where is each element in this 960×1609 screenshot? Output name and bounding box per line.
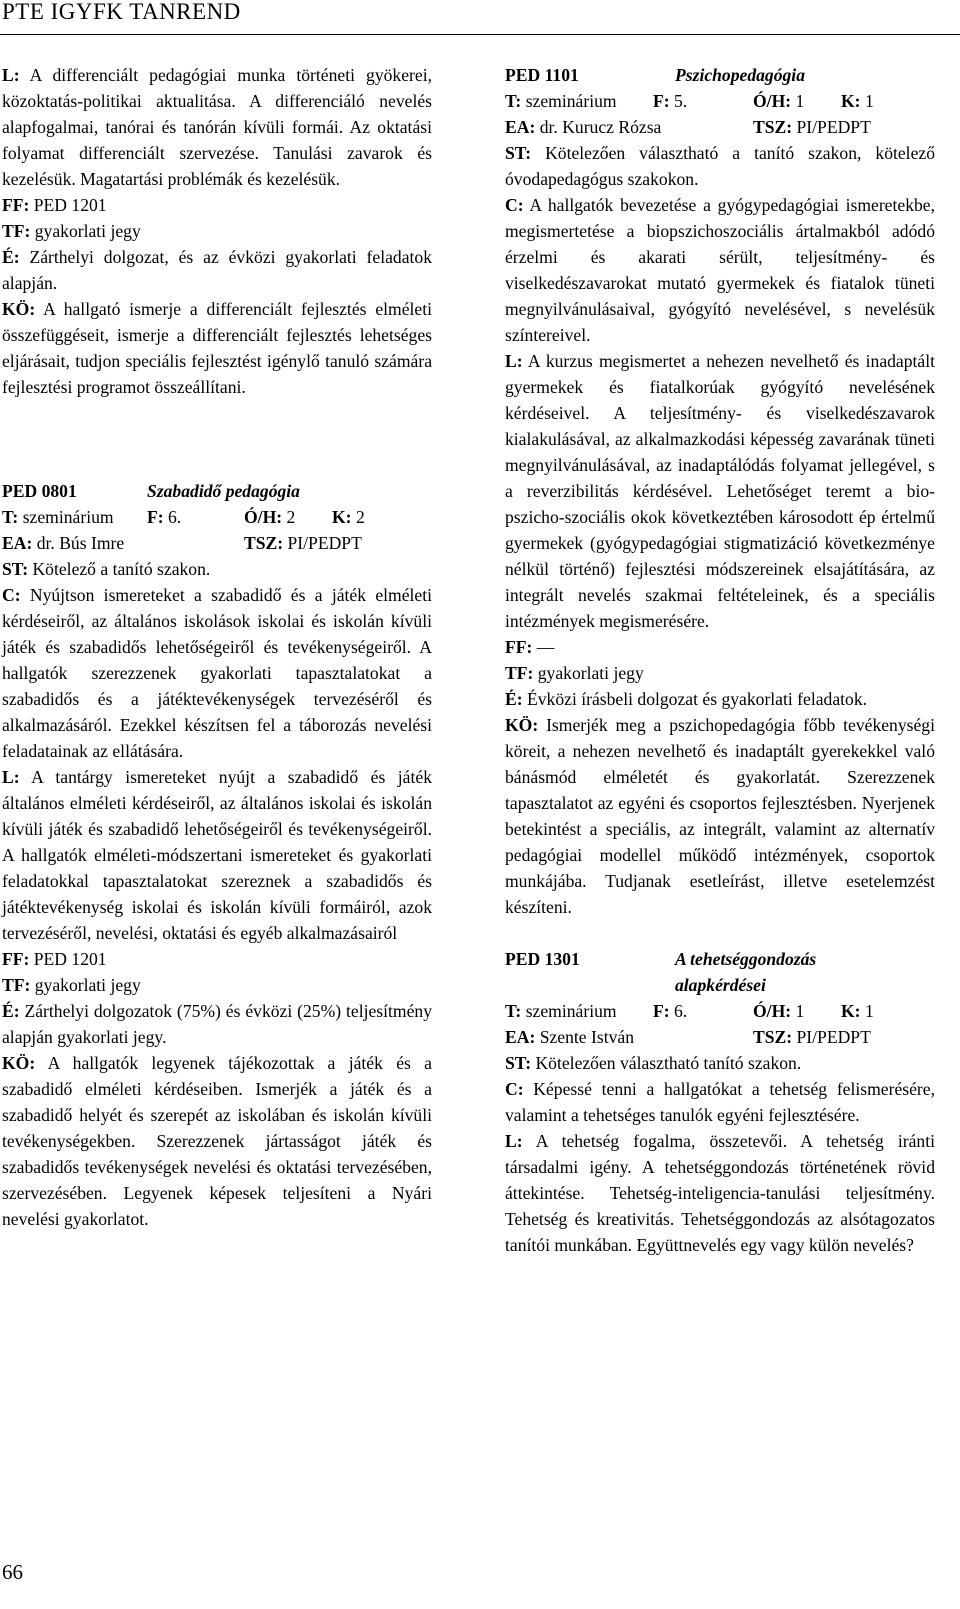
left-column <box>2 62 432 1232</box>
course1-st <box>505 140 935 192</box>
ff-text: — <box>532 637 555 657</box>
ko-label: KÖ: <box>2 299 36 319</box>
ff-text: PED 1201 <box>29 949 107 969</box>
course1-e <box>505 686 935 712</box>
ea-label: EA: <box>2 533 33 553</box>
l-text: A tantárgy ismereteket nyújt a szabadidő és játék általános elméleti kérdéseiről, az általános iskolai és iskolán kívüli játék és szabadidő lehetőségeiről és tevékenységeiről. A hallgatók elméleti-módszertani ismereteket és gyakorlati feladatokkal tapasztalatokat szereznek a szabadidős és játéktevékenység iskolai és iskolán kívüli formáiról, azok tervezéséről, nevelési, oktatási és egyéb alkalmazásairól <box>2 767 432 943</box>
ea-value: Szente István <box>535 1027 635 1047</box>
tsz-label: TSZ: <box>753 1027 793 1047</box>
t-label: T: <box>505 91 522 111</box>
oh-label: Ó/H: <box>244 507 283 527</box>
course-st <box>2 556 432 582</box>
tsz-value: PI/PEDPT <box>283 533 362 553</box>
l-text: A tehetség fogalma, összetevői. A tehetség iránti társadalmi igény. A tehetséggondozás történetének rövid áttekintése. Tehetség-inteligencia-tanulási teljesítmény. Tehetség és kreativitás. Tehetséggondozás az alsótagozatos tanítói munkában. Együttnevelés egy vagy külön nevelés? <box>505 1131 935 1255</box>
k-value: 1 <box>860 91 874 111</box>
intro-e <box>2 244 432 296</box>
st-label: ST: <box>505 143 532 163</box>
c-text: Képessé tenni a hallgatókat a tehetség felismerésére, valamint a tehetséges tanulók egyéni fejlesztésére. <box>505 1079 935 1125</box>
intro-l-paragraph <box>2 62 432 192</box>
f-value: 6. <box>163 507 182 527</box>
ff-label: FF: <box>505 637 533 657</box>
t-label: T: <box>2 507 19 527</box>
e-label: É: <box>505 689 523 709</box>
course1-heading <box>505 62 935 88</box>
ko-label: KÖ: <box>2 1053 36 1073</box>
course-code: PED 0801 <box>2 481 77 501</box>
tf-text: gyakorlati jegy <box>30 975 141 995</box>
tf-label: TF: <box>2 975 31 995</box>
tsz-label: TSZ: <box>753 117 793 137</box>
e-text: Évközi írásbeli dolgozat és gyakorlati feladatok. <box>522 689 868 709</box>
ff-label: FF: <box>2 949 30 969</box>
course2-st <box>505 1050 935 1076</box>
right-column <box>505 62 935 1258</box>
header-title: PTE IGYFK TANREND <box>2 0 241 24</box>
t-value: szeminárium <box>521 1001 617 1021</box>
course1-meta-row <box>505 88 935 114</box>
st-value: Kötelezően választható tanító szakon. <box>531 1053 802 1073</box>
course-meta-row <box>2 504 432 530</box>
course1-title: Pszichopedagógia <box>675 65 805 85</box>
l-label: L: <box>2 767 20 787</box>
k-label: K: <box>332 507 352 527</box>
f-label: F: <box>653 1001 670 1021</box>
course1-ko <box>505 712 935 920</box>
course2-meta-row <box>505 998 935 1024</box>
course2-l <box>505 1128 935 1258</box>
t-label: T: <box>505 1001 522 1021</box>
tf-text: gyakorlati jegy <box>533 663 644 683</box>
e-text: Zárthelyi dolgozatok (75%) és évközi (25%) teljesítmény alapján gyakorlati jegy. <box>2 1001 432 1047</box>
ea-value: dr. Kurucz Rózsa <box>535 117 662 137</box>
ff-label: FF: <box>2 195 30 215</box>
course-ko <box>2 1050 432 1232</box>
course2-heading <box>505 946 935 972</box>
c-label: C: <box>505 1079 524 1099</box>
course2-staff-row <box>505 1024 935 1050</box>
page-number: 66 <box>2 1560 23 1584</box>
st-label: ST: <box>505 1053 532 1073</box>
course2-title-line2: alapkérdései <box>675 975 766 995</box>
course1-code: PED 1101 <box>505 65 579 85</box>
l-label: L: <box>505 351 523 371</box>
c-text: Nyújtson ismereteket a szabadidő és a játék elméleti kérdéseiről, az általános iskolások iskolai és iskolán kívüli játék és szabadidős lehetőségeiről és tevékenységeiről. A hallgatók szerezzenek gyakorlati tapasztalatokat a szabadidős és a játéktevékenységek tervezéséről és alkalmazásáról. Ezekkel készítsen fel a táborozás nevelési feladatainak az ellátására. <box>2 585 432 761</box>
course-e <box>2 998 432 1050</box>
st-label: ST: <box>2 559 29 579</box>
c-label: C: <box>2 585 21 605</box>
tsz-value: PI/PEDPT <box>792 117 871 137</box>
st-value: Kötelezően választható a tanító szakon, kötelező óvodapedagógus szakokon. <box>505 143 935 189</box>
t-value: szeminárium <box>521 91 617 111</box>
course1-ff <box>505 634 935 660</box>
f-value: 6. <box>669 1001 688 1021</box>
st-value: Kötelező a tanító szakon. <box>28 559 211 579</box>
k-value: 2 <box>351 507 365 527</box>
t-value: szeminárium <box>18 507 114 527</box>
course2-title-line1: A tehetséggondozás <box>675 949 817 969</box>
f-label: F: <box>147 507 164 527</box>
ea-label: EA: <box>505 117 536 137</box>
oh-value: 2 <box>282 507 296 527</box>
ko-text: Ismerjék meg a pszichopedagógia főbb tevékenységi köreit, a nehezen nevelhető és inadaptált gyerekekkel való bánásmód elméletét és gyakorlatát. Szerezzenek tapasztalatot az egyéni és csoportos fejlesztésben. Nyerjenek betekintést a speciális, az integrált, valamint az alternatív pedagógiai modellel működő intézmények, csoportok munkájába. Tudjanak esetleírást, illetve esetelemzést készíteni. <box>505 715 935 917</box>
course2-c <box>505 1076 935 1128</box>
tf-label: TF: <box>2 221 31 241</box>
course1-l <box>505 348 935 634</box>
course-ff <box>2 946 432 972</box>
tsz-value: PI/PEDPT <box>792 1027 871 1047</box>
course1-staff-row <box>505 114 935 140</box>
f-value: 5. <box>669 91 688 111</box>
e-label: É: <box>2 247 20 267</box>
intro-ko <box>2 296 432 400</box>
k-value: 1 <box>860 1001 874 1021</box>
c-text: A hallgatók bevezetése a gyógypedagógiai ismeretekbe, megismertetése a biopszichoszociális ártalmakból adódó érzelmi és akarati sérült, teljesítmény- és viselkedészavarokat mutató gyermekek és fiatalok tüneti megnyilvánulásaival, gyógyító nevelésével, s nevelésük színtereivel. <box>505 195 935 345</box>
l-text: A differenciált pedagógiai munka történeti gyökerei, közoktatás-politikai aktualitása. A differenciáló nevelés alapfogalmai, tanórai és tanórán kívüli formái. Az oktatási folyamat differenciált szervezése. Tanulási zavarok és kezelésük. Magatartási problémák és kezelésük. <box>2 65 432 189</box>
ea-label: EA: <box>505 1027 536 1047</box>
oh-value: 1 <box>791 91 805 111</box>
page-header <box>0 0 960 35</box>
l-label: L: <box>2 65 20 85</box>
course1-tf <box>505 660 935 686</box>
oh-value: 1 <box>791 1001 805 1021</box>
ko-label: KÖ: <box>505 715 539 735</box>
ko-text: A hallgatók legyenek tájékozottak a játék és a szabadidő elméleti kérdéseiben. Ismerjék a játék és a szabadidő helyét és szerepét az iskolában és iskolán kívüli tevékenységekben. Szerezzenek jártasságot játék és szabadidős tevékenységek nevelési és oktatási tervezésében, szervezésében. Legyenek képesek teljesíteni a Nyári nevelési gyakorlatot. <box>2 1053 432 1229</box>
tsz-label: TSZ: <box>244 533 284 553</box>
e-text: Zárthelyi dolgozat, és az évközi gyakorlati feladatok alapján. <box>2 247 432 293</box>
course-heading <box>2 478 432 504</box>
ko-text: A hallgató ismerje a differenciált fejlesztés elméleti összefüggéseit, ismerje a differenciált fejlesztés lehetséges eljárásait, tudjon speciális fejlesztést igénylő tanuló számára fejlesztési programot összeállítani. <box>2 299 432 397</box>
course-title: Szabadidő pedagógia <box>147 481 300 501</box>
ea-value: dr. Bús Imre <box>32 533 125 553</box>
tf-text: gyakorlati jegy <box>30 221 141 241</box>
e-label: É: <box>2 1001 20 1021</box>
course-l <box>2 764 432 946</box>
c-label: C: <box>505 195 524 215</box>
course-tf <box>2 972 432 998</box>
course2-heading-cont <box>505 972 935 998</box>
f-label: F: <box>653 91 670 111</box>
l-label: L: <box>505 1131 523 1151</box>
k-label: K: <box>841 1001 861 1021</box>
ff-text: PED 1201 <box>29 195 107 215</box>
tf-label: TF: <box>505 663 534 683</box>
course-staff-row <box>2 530 432 556</box>
l-text: A kurzus megismertet a nehezen nevelhető és inadaptált gyermekek és fiatalkorúak gyógyító nevelésének kérdéseivel. A teljesítmény- és viselkedészavarok kialakulásával, az alkalmazkodási képesség zavarának tüneti megnyilvánulásával, az inadaptálódás folyamat jellegével, s a reverzibilitás kérdésével. Lehetőséget teremt a bio-pszicho-szociális okok következtében károsodott ép értelmű gyermekek (gyógypedagógiai stigmatizáció következménye nélkül történő) fejlesztési módszereinek elsajátítására, az integrált nevelés szakmai feltételeinek, és a speciális intézmények megismerésére. <box>505 351 935 631</box>
course-c <box>2 582 432 764</box>
intro-tf <box>2 218 432 244</box>
course2-code: PED 1301 <box>505 949 580 969</box>
oh-label: Ó/H: <box>753 1001 792 1021</box>
k-label: K: <box>841 91 861 111</box>
intro-ff <box>2 192 432 218</box>
oh-label: Ó/H: <box>753 91 792 111</box>
course1-c <box>505 192 935 348</box>
